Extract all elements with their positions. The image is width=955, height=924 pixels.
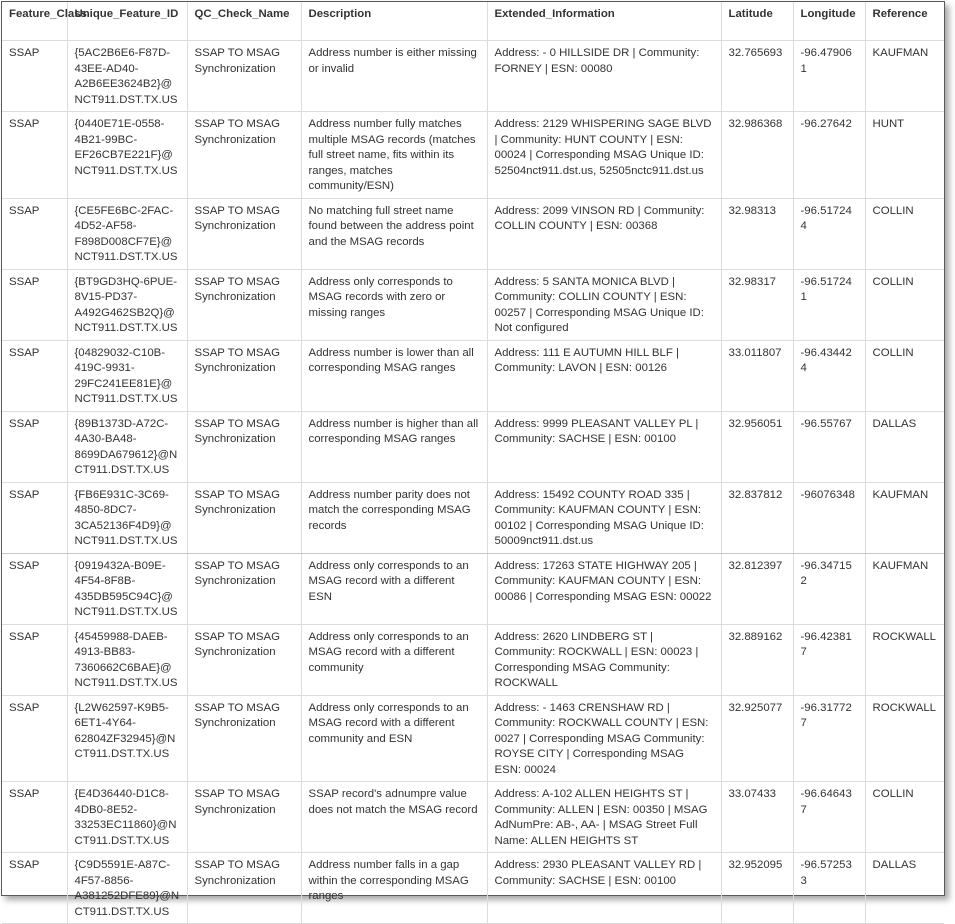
table-row[interactable] — [2, 853, 944, 924]
cell-qc-check-name: SSAP TO MSAG Synchronization — [187, 41, 301, 112]
cell-extended-information: Address: 9999 PLEASANT VALLEY PL | Community: SACHSE | ESN: 00100 — [487, 411, 721, 482]
cell-qc-check-name: SSAP TO MSAG Synchronization — [187, 198, 301, 269]
cell-latitude: 32.98313 — [721, 198, 793, 269]
table-row[interactable] — [2, 41, 944, 112]
cell-description: Address only corresponds to an MSAG record with a different community — [301, 624, 487, 695]
cell-unique-feature-id: {0440E71E-0558-4B21-99BC-EF26CB7E221F}@NCT911.DST.TX.US — [67, 112, 187, 199]
table-row[interactable] — [2, 624, 944, 695]
cell-reference: COLLIN — [865, 340, 944, 411]
cell-description: Address number is higher than all corresponding MSAG ranges — [301, 411, 487, 482]
cell-description: SSAP record's adnumpre value does not match the MSAG record — [301, 782, 487, 853]
cell-latitude: 32.889162 — [721, 624, 793, 695]
cell-qc-check-name: SSAP TO MSAG Synchronization — [187, 782, 301, 853]
cell-feature-class: SSAP — [2, 411, 67, 482]
cell-description: Address number is lower than all corresponding MSAG ranges — [301, 340, 487, 411]
cell-qc-check-name: SSAP TO MSAG Synchronization — [187, 340, 301, 411]
cell-qc-check-name: SSAP TO MSAG Synchronization — [187, 112, 301, 199]
column-header-longitude[interactable]: Longitude — [793, 2, 865, 41]
cell-feature-class: SSAP — [2, 198, 67, 269]
table-body — [2, 41, 944, 924]
cell-longitude: -96.55767 — [793, 411, 865, 482]
cell-unique-feature-id: {04829032-C10B-419C-9931-29FC241EE81E}@NCT911.DST.TX.US — [67, 340, 187, 411]
cell-feature-class: SSAP — [2, 269, 67, 340]
table-row[interactable] — [2, 695, 944, 782]
cell-unique-feature-id: {CE5FE6BC-2FAC-4D52-AF58-F898D008CF7E}@NCT911.DST.TX.US — [67, 198, 187, 269]
cell-longitude: -96.479061 — [793, 41, 865, 112]
cell-unique-feature-id: {BT9GD3HQ-6PUE-8V15-PD37-A492G462SB2Q}@NCT911.DST.TX.US — [67, 269, 187, 340]
cell-feature-class: SSAP — [2, 112, 67, 199]
cell-extended-information: Address: 15492 COUNTY ROAD 335 | Community: KAUFMAN COUNTY | ESN: 00102 | Corresponding MSAG Unique ID: 50009nct911.dst.us — [487, 482, 721, 553]
cell-longitude: -96.347152 — [793, 553, 865, 624]
cell-extended-information: Address: 2620 LINDBERG ST | Community: ROCKWALL | ESN: 00023 | Corresponding MSAG Community: ROCKWALL — [487, 624, 721, 695]
cell-feature-class: SSAP — [2, 553, 67, 624]
cell-feature-class: SSAP — [2, 340, 67, 411]
table-row[interactable] — [2, 112, 944, 199]
cell-extended-information: Address: 17263 STATE HIGHWAY 205 | Community: KAUFMAN COUNTY | ESN: 00086 | Corresponding MSAG ESN: 00022 — [487, 553, 721, 624]
cell-longitude: -96.423817 — [793, 624, 865, 695]
cell-reference: KAUFMAN — [865, 482, 944, 553]
cell-longitude: -96.646437 — [793, 782, 865, 853]
cell-extended-information: Address: - 0 HILLSIDE DR | Community: FORNEY | ESN: 00080 — [487, 41, 721, 112]
qc-results-table — [2, 2, 944, 924]
cell-reference: COLLIN — [865, 269, 944, 340]
cell-feature-class: SSAP — [2, 782, 67, 853]
cell-unique-feature-id: {5AC2B6E6-F87D-43EE-AD40-A2B6EE3624B2}@NCT911.DST.TX.US — [67, 41, 187, 112]
column-header-feature-class[interactable]: Feature_Class — [2, 2, 67, 41]
cell-latitude: 33.011807 — [721, 340, 793, 411]
cell-qc-check-name: SSAP TO MSAG Synchronization — [187, 411, 301, 482]
cell-unique-feature-id: {0919432A-B09E-4F54-8F8B-435DB595C94C}@NCT911.DST.TX.US — [67, 553, 187, 624]
table-row[interactable] — [2, 340, 944, 411]
cell-longitude: -96.317727 — [793, 695, 865, 782]
table-row[interactable] — [2, 782, 944, 853]
cell-latitude: 32.98317 — [721, 269, 793, 340]
cell-reference: COLLIN — [865, 782, 944, 853]
cell-qc-check-name: SSAP TO MSAG Synchronization — [187, 853, 301, 924]
cell-longitude: -96.434424 — [793, 340, 865, 411]
cell-reference: HUNT — [865, 112, 944, 199]
cell-reference: ROCKWALL — [865, 624, 944, 695]
cell-latitude: 32.952095 — [721, 853, 793, 924]
cell-description: Address only corresponds to MSAG records with zero or missing ranges — [301, 269, 487, 340]
column-header-reference[interactable]: Reference — [865, 2, 944, 41]
cell-extended-information: Address: 2099 VINSON RD | Community: COLLIN COUNTY | ESN: 00368 — [487, 198, 721, 269]
table-row[interactable] — [2, 269, 944, 340]
cell-unique-feature-id: {FB6E931C-3C69-4850-8DC7-3CA52136F4D9}@NCT911.DST.TX.US — [67, 482, 187, 553]
cell-qc-check-name: SSAP TO MSAG Synchronization — [187, 695, 301, 782]
cell-description: Address only corresponds to an MSAG record with a different ESN — [301, 553, 487, 624]
cell-unique-feature-id: {C9D5591E-A87C-4F57-8856-A381252DFE89}@NCT911.DST.TX.US — [67, 853, 187, 924]
qc-results-panel — [1, 1, 945, 918]
cell-latitude: 32.812397 — [721, 553, 793, 624]
cell-longitude: -96.27642 — [793, 112, 865, 199]
column-header-qc-check-name[interactable]: QC_Check_Name — [187, 2, 301, 41]
cell-unique-feature-id: {L2W62597-K9B5-6ET1-4Y64-62804ZF32945}@NCT911.DST.TX.US — [67, 695, 187, 782]
column-header-latitude[interactable]: Latitude — [721, 2, 793, 41]
cell-latitude: 32.956051 — [721, 411, 793, 482]
cell-reference: KAUFMAN — [865, 553, 944, 624]
cell-reference: DALLAS — [865, 853, 944, 924]
table-row[interactable] — [2, 411, 944, 482]
header-row — [2, 2, 944, 41]
cell-reference: ROCKWALL — [865, 695, 944, 782]
cell-extended-information: Address: A-102 ALLEN HEIGHTS ST | Community: ALLEN | ESN: 00350 | MSAG AdNumPre: AB-, AA- | MSAG Street Full Name: ALLEN HEIGHTS ST — [487, 782, 721, 853]
cell-feature-class: SSAP — [2, 853, 67, 924]
cell-reference: DALLAS — [865, 411, 944, 482]
cell-extended-information: Address: 111 E AUTUMN HILL BLF | Community: LAVON | ESN: 00126 — [487, 340, 721, 411]
cell-description: Address number parity does not match the corresponding MSAG records — [301, 482, 487, 553]
cell-feature-class: SSAP — [2, 41, 67, 112]
cell-feature-class: SSAP — [2, 624, 67, 695]
cell-unique-feature-id: {89B1373D-A72C-4A30-BA48-8699DA679612}@NCT911.DST.TX.US — [67, 411, 187, 482]
cell-description: Address only corresponds to an MSAG record with a different community and ESN — [301, 695, 487, 782]
cell-longitude: -96.517244 — [793, 198, 865, 269]
cell-extended-information: Address: 5 SANTA MONICA BLVD | Community: COLLIN COUNTY | ESN: 00257 | Corresponding MSAG Unique ID: Not configured — [487, 269, 721, 340]
cell-longitude: -96.572533 — [793, 853, 865, 924]
cell-reference: COLLIN — [865, 198, 944, 269]
cell-latitude: 32.837812 — [721, 482, 793, 553]
cell-description: No matching full street name found between the address point and the MSAG records — [301, 198, 487, 269]
cell-reference: KAUFMAN — [865, 41, 944, 112]
table-row[interactable] — [2, 198, 944, 269]
cell-latitude: 32.765693 — [721, 41, 793, 112]
cell-qc-check-name: SSAP TO MSAG Synchronization — [187, 553, 301, 624]
table-row[interactable] — [2, 482, 944, 553]
cell-description: Address number falls in a gap within the corresponding MSAG ranges — [301, 853, 487, 924]
cell-latitude: 32.986368 — [721, 112, 793, 199]
cell-longitude: -96.517241 — [793, 269, 865, 340]
column-header-unique-feature-id[interactable]: Unique_Feature_ID — [67, 2, 187, 41]
cell-extended-information: Address: 2930 PLEASANT VALLEY RD | Community: SACHSE | ESN: 00100 — [487, 853, 721, 924]
cell-unique-feature-id: {45459988-DAEB-4913-BB83-7360662C6BAE}@NCT911.DST.TX.US — [67, 624, 187, 695]
cell-description: Address number is either missing or invalid — [301, 41, 487, 112]
cell-extended-information: Address: 2129 WHISPERING SAGE BLVD | Community: HUNT COUNTY | ESN: 00024 | Corresponding MSAG Unique ID: 52504nct911.dst.us, 52505nctc911.dst.us — [487, 112, 721, 199]
cell-feature-class: SSAP — [2, 482, 67, 553]
cell-qc-check-name: SSAP TO MSAG Synchronization — [187, 269, 301, 340]
cell-extended-information: Address: - 1463 CRENSHAW RD | Community: ROCKWALL COUNTY | ESN: 0027 | Corresponding MSAG Community: ROYSE CITY | Corresponding MSAG ESN: 00024 — [487, 695, 721, 782]
cell-qc-check-name: SSAP TO MSAG Synchronization — [187, 482, 301, 553]
cell-feature-class: SSAP — [2, 695, 67, 782]
cell-qc-check-name: SSAP TO MSAG Synchronization — [187, 624, 301, 695]
cell-latitude: 33.07433 — [721, 782, 793, 853]
cell-latitude: 32.925077 — [721, 695, 793, 782]
cell-unique-feature-id: {E4D36440-D1C8-4DB0-8E52-33253EC11860}@NCT911.DST.TX.US — [67, 782, 187, 853]
cell-longitude: -96076348 — [793, 482, 865, 553]
cell-description: Address number fully matches multiple MSAG records (matches full street name, fits within its ranges, matches community/ESN) — [301, 112, 487, 199]
table-row[interactable] — [2, 553, 944, 624]
column-header-extended-information[interactable]: Extended_Information — [487, 2, 721, 41]
column-header-description[interactable]: Description — [301, 2, 487, 41]
